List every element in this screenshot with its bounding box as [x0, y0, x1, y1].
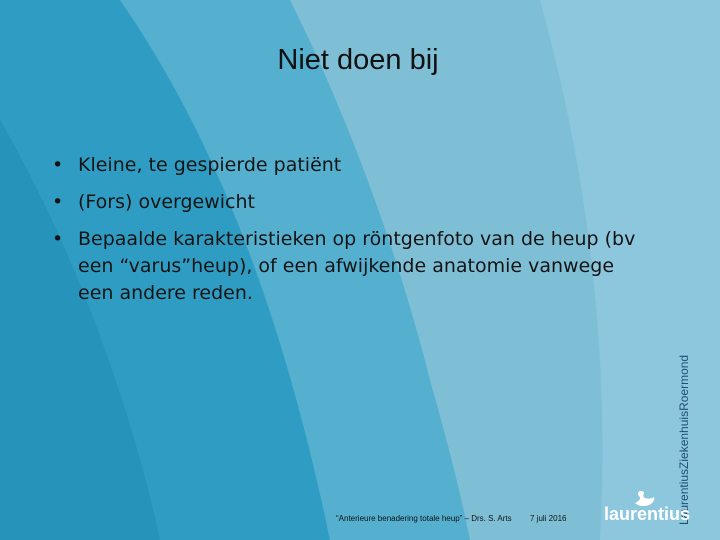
- hospital-vertical-label: LaurentiusZiekenhuisRoermond: [677, 354, 691, 525]
- bullet-text: Bepaalde karakteristieken op röntgenfoto van de heup (bv een “varus”heup), of een afwijkende anatomie vanwege een andere reden.: [78, 228, 636, 304]
- footer-presentation-title: “Anterieure benadering totale heup” – Drs. S. Arts: [336, 514, 512, 523]
- laurentius-logo: [604, 490, 691, 526]
- bullet-symbol: •: [52, 191, 64, 213]
- bullet-item: [52, 189, 652, 216]
- slide-title: Niet doen bij: [277, 44, 439, 76]
- logo-text: laurentius: [604, 504, 691, 524]
- bullet-symbol: •: [52, 228, 64, 250]
- bullet-text: Kleine, te gespierde patiënt: [78, 154, 342, 176]
- bullet-text: (Fors) overgewicht: [78, 191, 255, 213]
- footer-date: 7 juli 2016: [530, 514, 567, 523]
- bullet-list: [52, 152, 652, 317]
- bullet-item: [52, 152, 652, 179]
- bullet-item: [52, 226, 652, 307]
- bullet-symbol: •: [52, 154, 64, 176]
